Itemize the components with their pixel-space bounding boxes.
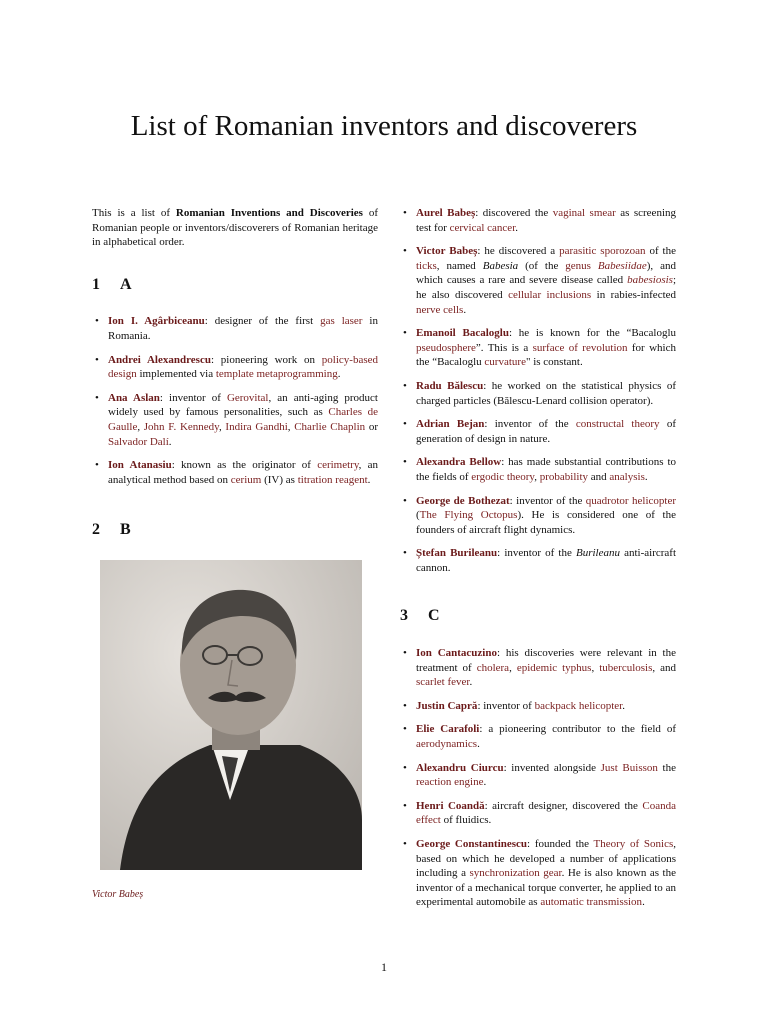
entry-text: , <box>591 661 600 674</box>
entry-text: " is constant. <box>525 356 583 369</box>
wiki-link[interactable]: tuberculosis <box>599 661 653 674</box>
entry-text: anti-aircraft cannon. <box>416 547 676 574</box>
inventor-link[interactable]: Alexandru Ciurcu <box>416 761 504 774</box>
wiki-link[interactable]: curvature <box>484 356 526 369</box>
entry-text: : a pioneering contributor to the field of <box>479 723 676 736</box>
entry-text: , <box>509 661 517 674</box>
entries-list-b <box>400 206 676 575</box>
entry-text: , <box>218 420 226 433</box>
entry-text: : he worked on the statistical physics of charged particles (Bălescu-Lenard collision operator). <box>416 379 676 407</box>
entry-text: : invented alongside <box>503 761 601 774</box>
inventor-link[interactable]: Ștefan Burileanu <box>416 547 498 560</box>
wiki-link[interactable]: aerodynamics <box>416 738 478 751</box>
entry-text: and <box>588 470 610 483</box>
wiki-link[interactable]: gas laser <box>320 315 363 328</box>
inventor-link[interactable]: Emanoil Bacaloglu <box>416 327 509 340</box>
wiki-link[interactable]: epidemic typhus <box>516 661 592 674</box>
wiki-link[interactable]: vaginal smear <box>552 207 616 219</box>
wiki-link[interactable]: constructal theory <box>575 418 660 431</box>
inventor-link[interactable]: Adrian Bejan <box>416 418 485 431</box>
inventor-link[interactable]: Ana Aslan <box>108 391 160 404</box>
entry-text: , <box>534 470 540 483</box>
portrait-photo[interactable] <box>100 560 362 870</box>
entry-text: : he discovered a <box>477 245 560 258</box>
entry-text: : inventor of the <box>497 547 576 560</box>
wiki-link[interactable]: quadrotor helicopter <box>585 494 676 507</box>
list-item <box>400 494 676 538</box>
intro-text-end: of Romanian people or inventors/discoverers of Romanian heritage in alphabetical order. <box>92 207 379 249</box>
wiki-link[interactable]: Indira Gandhi <box>225 420 288 433</box>
wiki-link[interactable]: babesiosis <box>627 274 673 287</box>
list-item <box>92 314 378 343</box>
entry-text: . <box>463 303 467 316</box>
wiki-link[interactable]: Charlie Chaplin <box>294 420 366 433</box>
entry-text: : discovered the <box>475 207 553 219</box>
list-item <box>400 699 676 714</box>
inventor-link[interactable]: Ion Cantacuzino <box>416 647 497 660</box>
intro-bold-text: Romanian Inventions and Discoveries <box>175 207 363 219</box>
entry-text: : known as the originator of <box>171 459 318 472</box>
intro-text: This is a list of <box>92 207 176 219</box>
inventor-link[interactable]: Andrei Alexandrescu <box>108 353 211 366</box>
entry-text: , an anti-aging product widely used by famous personalities, such as <box>108 391 378 419</box>
entry-text: , based on which he developed a number of applications including a <box>416 838 676 880</box>
wiki-link[interactable]: Salvador Dalí <box>108 435 169 448</box>
wiki-link[interactable]: titration reagent <box>297 473 368 486</box>
entry-text: of fluidics. <box>440 814 492 827</box>
wiki-link[interactable]: The Flying Octopus <box>419 509 518 522</box>
wiki-link[interactable]: cellular inclusions <box>508 288 592 301</box>
wiki-link[interactable]: cerimetry <box>317 459 359 472</box>
wiki-link[interactable]: analysis <box>609 470 645 483</box>
right-column <box>400 206 676 946</box>
entry-text <box>591 260 598 272</box>
entry-text: of generation of design in nature. <box>416 418 676 445</box>
wiki-link[interactable]: policy-based design <box>108 353 378 381</box>
inventor-link[interactable]: Victor Babeș <box>416 245 478 258</box>
entries-list-a <box>92 314 378 487</box>
entry-text: as screening test for <box>416 207 676 234</box>
wiki-link[interactable]: backpack helicopter <box>534 699 623 712</box>
wiki-link[interactable]: Babesiidae <box>597 259 647 272</box>
wiki-link[interactable]: genus <box>565 259 591 272</box>
list-item <box>400 244 676 317</box>
list-item <box>400 646 676 690</box>
list-item <box>92 391 378 449</box>
wiki-link[interactable]: John F. Kennedy <box>143 420 219 433</box>
page-number: 1 <box>381 960 387 974</box>
entry-text: ( <box>416 509 420 522</box>
list-item <box>400 546 676 575</box>
entry-text: ; he also discovered <box>416 274 676 301</box>
wiki-link[interactable]: Theory of Sonics <box>593 838 674 850</box>
list-item <box>400 799 676 828</box>
wiki-link[interactable]: surface of revolution <box>532 341 628 354</box>
wiki-link[interactable]: parasitic sporozoan <box>559 245 646 258</box>
left-column <box>92 206 378 903</box>
inventor-link[interactable]: Ion Atanasiu <box>108 459 172 472</box>
entry-text: , <box>137 420 144 433</box>
entry-text: . <box>477 738 480 751</box>
entries-list-c <box>400 646 676 910</box>
list-item <box>400 722 676 751</box>
intro-paragraph <box>92 206 378 250</box>
entry-text: : inventor of the <box>484 418 576 431</box>
wiki-link[interactable]: Charles de Gaulle <box>108 406 379 433</box>
entry-text: . <box>168 435 172 448</box>
entry-text: , and <box>652 661 677 674</box>
section-heading-a <box>92 275 378 293</box>
entry-text: . <box>483 776 487 789</box>
wiki-link[interactable]: Just Buisson <box>600 761 658 774</box>
list-item <box>400 837 676 910</box>
list-item <box>92 458 378 487</box>
entry-text: (of the <box>518 259 566 272</box>
wiki-link[interactable]: cholera <box>476 661 510 674</box>
entry-text: : aircraft designer, discovered the <box>484 799 643 812</box>
entry-text: in rabies-infected <box>591 288 677 301</box>
wiki-link[interactable]: probability <box>539 470 589 483</box>
section-number: 2 <box>92 521 100 539</box>
list-item <box>400 455 676 484</box>
section-number: 3 <box>400 607 408 625</box>
wiki-link[interactable]: Coanda effect <box>416 799 676 827</box>
entry-text: : inventor of <box>159 391 227 404</box>
inventor-link[interactable]: Henri Coandă <box>416 799 485 812</box>
wiki-link[interactable]: cerium <box>230 473 262 486</box>
entry-text: : his discoveries were relevant in the treatment of <box>416 647 677 674</box>
entry-text: . He is also known as the inventor of a mechanical torque converter, he applied to an experimental automobile as <box>416 867 676 909</box>
wiki-link[interactable]: synchronization gear <box>469 867 562 880</box>
section-letter: C <box>428 607 440 625</box>
entry-text: , <box>287 420 295 433</box>
entry-text: of the <box>645 245 676 258</box>
inventor-link[interactable]: Ion I. Agârbiceanu <box>108 315 205 328</box>
entry-text: . <box>642 896 645 909</box>
wiki-link[interactable]: ergodic theory <box>471 470 535 483</box>
list-item <box>92 353 378 382</box>
wiki-link[interactable]: scarlet fever <box>416 676 470 689</box>
entry-text: : he is known for the “Bacaloglu <box>508 327 676 340</box>
inventor-link[interactable]: George Constantinescu <box>416 838 528 850</box>
entry-text: , named <box>436 259 483 272</box>
inventor-link[interactable]: George de Bothezat <box>416 494 510 507</box>
entry-text: for which the “Bacaloglu <box>416 341 676 369</box>
entry-text: or <box>365 420 379 433</box>
wiki-link[interactable]: template metaprogramming <box>215 368 338 381</box>
entry-text: ), and which causes a rare and severe disease called <box>416 259 676 287</box>
entry-text: . <box>515 221 518 234</box>
photo-caption: Victor Babeș <box>92 888 144 900</box>
portrait-image <box>100 560 362 870</box>
wiki-link[interactable]: nerve cells <box>416 303 464 316</box>
inventor-link[interactable]: Alexandra Bellow <box>416 456 502 469</box>
italic-term: Babesia <box>482 259 519 272</box>
inventor-link[interactable]: Radu Bălescu <box>416 379 484 392</box>
section-letter: A <box>120 275 132 293</box>
entry-text: : designer of the first <box>204 315 321 328</box>
list-item <box>400 326 676 370</box>
entry-text: . <box>337 368 341 381</box>
list-item <box>400 417 676 446</box>
entry-text: implemented via <box>136 368 216 381</box>
entry-text: : founded the <box>527 838 594 850</box>
inventor-link[interactable]: Justin Capră <box>416 699 478 712</box>
page-title: List of Romanian inventors and discoverers <box>130 110 638 142</box>
entry-text: : pioneering work on <box>210 353 322 366</box>
list-item <box>400 379 676 408</box>
wiki-link[interactable]: ticks <box>416 259 437 272</box>
entry-text: , an analytical method based on <box>108 459 378 486</box>
entry-text: in Romania. <box>108 315 378 342</box>
entry-text: . <box>622 699 625 712</box>
inventor-link[interactable]: Elie Carafoli <box>416 723 480 736</box>
section-number: 1 <box>92 275 100 293</box>
entry-text: the <box>657 761 676 774</box>
entry-text: . <box>469 676 473 689</box>
list-item <box>400 206 676 235</box>
entry-text: . <box>367 473 371 486</box>
wiki-link[interactable]: pseudosphere <box>416 341 476 354</box>
wiki-link[interactable]: cervical cancer <box>449 221 516 234</box>
entry-text: : inventor of <box>477 699 535 712</box>
section-heading-c <box>400 609 676 624</box>
entry-text: : inventor of the <box>509 494 586 507</box>
entry-text: ”. This is a <box>475 341 533 354</box>
section-letter: B <box>120 521 131 539</box>
section-heading-b <box>92 523 378 538</box>
wiki-link[interactable]: reaction engine <box>416 776 484 789</box>
wiki-link[interactable]: automatic transmission <box>540 896 643 909</box>
entry-text: . <box>644 470 648 483</box>
entry-text: : has made substantial contributions to the fields of <box>416 456 676 483</box>
entry-text: ). He is considered one of the founders of aircraft flight dynamics. <box>416 509 676 536</box>
italic-term: Burileanu <box>575 547 620 560</box>
entry-text: (IV) as <box>261 473 298 486</box>
wiki-link[interactable]: Gerovital <box>226 391 269 404</box>
inventor-link[interactable]: Aurel Babeș <box>416 207 476 219</box>
list-item <box>400 761 676 790</box>
